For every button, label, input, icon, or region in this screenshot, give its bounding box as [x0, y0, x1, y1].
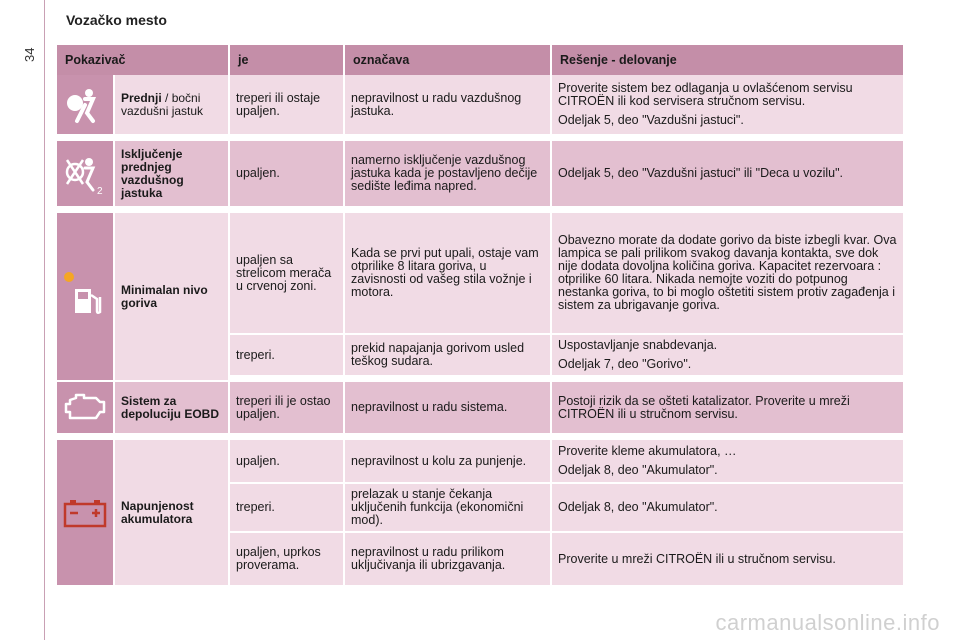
- indicator-name: Isključenje prednjeg vazdušnog jastuka: [115, 141, 230, 213]
- solution-cell: Uspostavljanje snabdevanja. Odeljak 7, deo "Gorivo".: [552, 335, 903, 382]
- solution-cell: Proverite u mreži CITROËN ili u stručnom servisu.: [552, 533, 903, 587]
- state-cell: treperi ili je ostao upaljen.: [230, 382, 345, 440]
- meaning-cell: prelazak u stanje čekanja uključenih funkcija (ekonomični mod).: [345, 484, 552, 533]
- indicator-name: Minimalan nivo goriva: [115, 213, 230, 382]
- table-row: [57, 213, 903, 335]
- watermark: carmanualsonline.info: [715, 610, 940, 635]
- meaning-cell: nepravilnost u radu prilikom uključivanja ili ubrizgavanja.: [345, 533, 552, 587]
- state-cell: treperi.: [230, 484, 345, 533]
- solution-cell: Proverite sistem bez odlaganja u ovlašćenom servisu CITROËN ili kod servisera stručnom servisu. Odeljak 5, deo "Vazdušni jastuci".: [552, 75, 903, 141]
- fuel-pump-icon: [63, 267, 107, 327]
- solution-cell: Obavezno morate da dodate gorivo da biste izbegli kvar. Ova lampica se pali prilikom svakog davanja kontakta, sve dok nije dodata dovoljna količina goriva. Kapacitet rezervoara : otprilike 60 litara. Nikada nemojte voziti do potpunog nestanka goriva, to bi moglo oštetiti sistem protiv zagađenja i sistem za ubrigavanje goriva.: [552, 213, 903, 335]
- battery-charge-icon: [62, 498, 108, 528]
- meaning-cell: namerno isključenje vazdušnog jastuka kada je postavljeno dečije sedište leđima napred.: [345, 141, 552, 213]
- column-header: Pokazivač: [57, 45, 230, 75]
- indicator-name: Napunjenost akumulatora: [115, 440, 230, 587]
- indicator-name: Sistem za depoluciju EOBD: [115, 382, 230, 440]
- icon-cell: [57, 382, 115, 440]
- table-row: [57, 440, 903, 484]
- table-header-row: [57, 45, 903, 75]
- icon-cell: [57, 213, 115, 382]
- state-cell: upaljen, uprkos proverama.: [230, 533, 345, 587]
- meaning-cell: Kada se prvi put upali, ostaje vam otprilike 8 litara goriva, u zavisnosti od vašeg stila vožnje i motora.: [345, 213, 552, 335]
- icon-cell: [57, 440, 115, 587]
- solution-cell: Postoji rizik da se ošteti katalizator. Proverite u mreži CITROËN ili u stručnom servisu.: [552, 382, 903, 440]
- solution-cell: Odeljak 5, deo "Vazdušni jastuci" ili "Deca u vozilu".: [552, 141, 903, 213]
- indicator-table: [57, 45, 903, 587]
- indicator-name: Prednji / bočni vazdušni jastuk: [115, 75, 230, 141]
- table-row: [57, 141, 903, 213]
- table-row: [57, 382, 903, 440]
- page-title: Vozačko mesto: [66, 12, 167, 28]
- meaning-cell: nepravilnost u radu vazdušnog jastuka.: [345, 75, 552, 141]
- column-header: označava: [345, 45, 552, 75]
- icon-cell: [57, 75, 115, 141]
- airbag-warning-icon: [63, 83, 107, 127]
- meaning-cell: nepravilnost u radu sistema.: [345, 382, 552, 440]
- engine-check-icon: [62, 390, 108, 426]
- airbag-deactivated-icon: [63, 152, 107, 196]
- margin-line: [44, 0, 45, 640]
- page-number: 34: [22, 47, 37, 62]
- icon-cell: [57, 141, 115, 213]
- solution-cell: Proverite kleme akumulatora, … Odeljak 8, deo "Akumulator".: [552, 440, 903, 484]
- state-cell: upaljen sa strelicom merača u crvenoj zoni.: [230, 213, 345, 335]
- state-cell: treperi.: [230, 335, 345, 382]
- state-cell: upaljen.: [230, 440, 345, 484]
- table-row: [57, 75, 903, 141]
- column-header: je: [230, 45, 345, 75]
- meaning-cell: nepravilnost u kolu za punjenje.: [345, 440, 552, 484]
- svg-text:2: 2: [97, 185, 103, 196]
- state-cell: upaljen.: [230, 141, 345, 213]
- state-cell: treperi ili ostaje upaljen.: [230, 75, 345, 141]
- meaning-cell: prekid napajanja gorivom usled teškog sudara.: [345, 335, 552, 382]
- solution-cell: Odeljak 8, deo "Akumulator".: [552, 484, 903, 533]
- column-header: Rešenje - delovanje: [552, 45, 903, 75]
